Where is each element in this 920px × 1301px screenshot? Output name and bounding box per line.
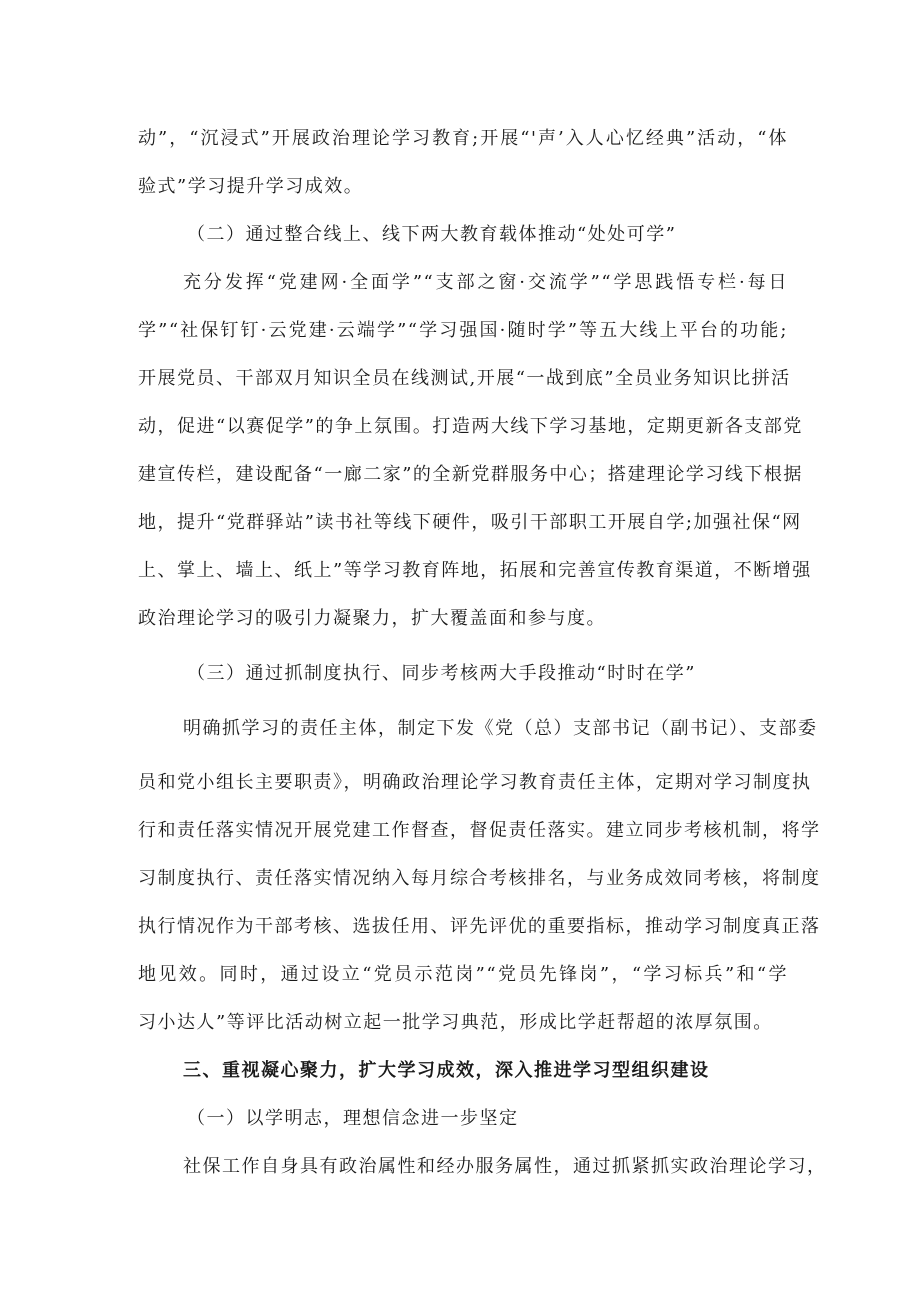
body-line: 上、掌上、墙上、纸上”等学习教育阵地，拓展和完善宣传教育渠道，不断增强: [138, 560, 812, 581]
body-line: 执行情况作为干部考核、选拔任用、评先评优的重要指标，推动学习制度真正落: [138, 916, 821, 937]
paragraph-first-line: 社保工作自身具有政治属性和经办服务属性，通过抓紧抓实政治理论学习，: [183, 1156, 827, 1177]
body-line: 学”“社保钉钉·云党建·云端学”“学习强国·随时学”等五大线上平台的功能;: [138, 320, 788, 341]
body-line: 地见效。同时，通过设立“党员示范岗”“党员先锋岗”，“学习标兵”和“学: [138, 964, 788, 985]
chapter-heading: 三、重视凝心聚力，扩大学习成效，深入推进学习型组织建设: [183, 1060, 710, 1081]
body-line: 动”，“沉浸式”开展政治理论学习教育;开展“'声’入人心忆经典”活动，“体: [138, 128, 788, 149]
section-heading: （二）通过整合线上、线下两大教育载体推动“处处可学”: [187, 224, 677, 245]
body-line: 员和党小组长主要职责》，明确政治理论学习教育责任主体，定期对学习制度执: [138, 772, 812, 793]
paragraph-first-line: 明确抓学习的责任主体，制定下发《党（总）支部书记（副书记）、支部委: [183, 718, 818, 739]
section-heading: （一）以学明志，理想信念进一步坚定: [187, 1108, 519, 1129]
body-line: 开展党员、干部双月知识全员在线测试,开展“一战到底”全员业务知识比拼活: [138, 368, 791, 389]
section-heading: （三）通过抓制度执行、同步考核两大手段推动“时时在学”: [187, 663, 696, 684]
body-line: 政治理论学习的吸引力凝聚力，扩大覆盖面和参与度。: [138, 608, 606, 629]
body-line: 验式”学习提升学习成效。: [138, 176, 364, 197]
body-line: 行和责任落实情况开展党建工作督查，督促责任落实。建立同步考核机制，将学: [138, 820, 821, 841]
body-line: 动，促进“以赛促学”的争上氛围。打造两大线下学习基地，定期更新各支部党: [138, 416, 803, 437]
body-line: 习小达人”等评比活动树立起一批学习典范，形成比学赶帮超的浓厚氛围。: [138, 1012, 773, 1033]
paragraph-first-line: 充分发挥“党建网·全面学”“支部之窗·交流学”“学思践悟专栏·每日: [183, 272, 788, 293]
body-line: 建宣传栏，建设配备“一廊二家”的全新党群服务中心；搭建理论学习线下根据: [138, 464, 803, 485]
body-line: 习制度执行、责任落实情况纳入每月综合考核排名，与业务成效同考核，将制度: [138, 868, 821, 889]
body-line: 地，提升“党群驿站”读书社等线下硬件，吸引干部职工开展自学;加强社保“网: [138, 512, 802, 533]
